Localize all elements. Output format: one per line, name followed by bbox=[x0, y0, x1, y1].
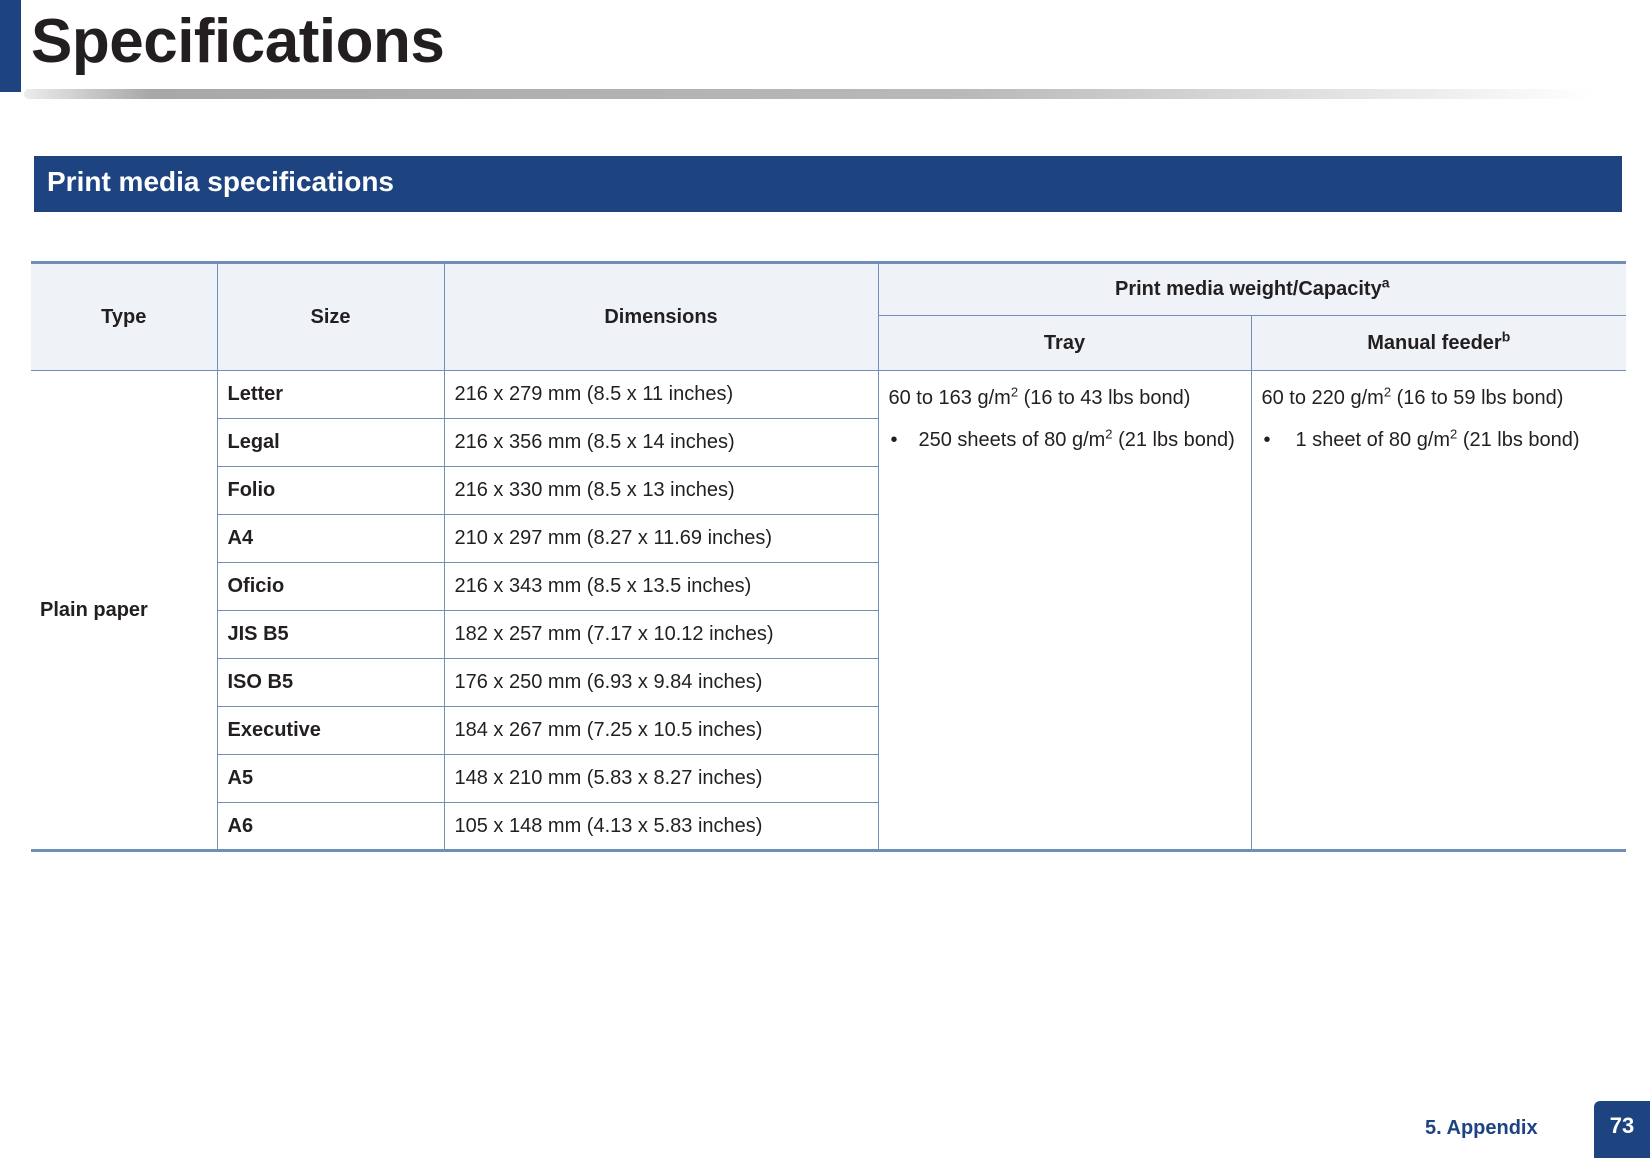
print-media-spec-table bbox=[31, 261, 1626, 852]
feeder-weight-value: 60 to 220 g/m bbox=[1261, 387, 1384, 409]
size-cell: ISO B5 bbox=[217, 659, 444, 707]
size-cell: JIS B5 bbox=[217, 611, 444, 659]
dimensions-cell: 216 x 330 mm (8.5 x 13 inches) bbox=[444, 467, 878, 515]
dimensions-cell: 148 x 210 mm (5.83 x 8.27 inches) bbox=[444, 755, 878, 803]
tray-capacity-bond: (21 lbs bond) bbox=[1112, 429, 1235, 451]
section-title: Print media specifications bbox=[47, 166, 394, 197]
feeder-capacity-value: 1 sheet of 80 g/m bbox=[1295, 429, 1451, 451]
tray-capacity-text bbox=[919, 425, 1241, 455]
header-type: Type bbox=[31, 263, 217, 371]
size-cell: A4 bbox=[217, 515, 444, 563]
dimensions-cell: 182 x 257 mm (7.17 x 10.12 inches) bbox=[444, 611, 878, 659]
tray-weight-value: 60 to 163 g/m bbox=[888, 387, 1011, 409]
feeder-capacity-text bbox=[1296, 425, 1617, 455]
footnote-marker-a: a bbox=[1381, 274, 1390, 291]
bullet-icon: • bbox=[1263, 429, 1271, 451]
dimensions-cell: 176 x 250 mm (6.93 x 9.84 inches) bbox=[444, 659, 878, 707]
type-cell-plain-paper: Plain paper bbox=[31, 371, 217, 851]
section-header-bar bbox=[34, 156, 1622, 212]
superscript: 2 bbox=[1450, 426, 1458, 442]
feeder-weight-text bbox=[1262, 383, 1617, 413]
manual-feeder-capacity-cell bbox=[1251, 371, 1626, 851]
dimensions-cell: 216 x 279 mm (8.5 x 11 inches) bbox=[444, 371, 878, 419]
table-header-row bbox=[31, 263, 1626, 316]
tray-weight-text bbox=[889, 383, 1241, 413]
size-cell: Letter bbox=[217, 371, 444, 419]
bullet-icon: • bbox=[890, 429, 898, 451]
page-title: Specifications bbox=[31, 7, 445, 76]
size-cell: Folio bbox=[217, 467, 444, 515]
header-manual-feeder-label: Manual feeder bbox=[1367, 331, 1502, 354]
title-accent-bar bbox=[0, 0, 21, 92]
size-cell: Executive bbox=[217, 707, 444, 755]
dimensions-cell: 184 x 267 mm (7.25 x 10.5 inches) bbox=[444, 707, 878, 755]
feeder-capacity-bond: (21 lbs bond) bbox=[1457, 429, 1580, 451]
table-row bbox=[31, 371, 1626, 419]
header-dimensions: Dimensions bbox=[444, 263, 878, 371]
dimensions-cell: 216 x 356 mm (8.5 x 14 inches) bbox=[444, 419, 878, 467]
tray-capacity-cell bbox=[878, 371, 1251, 851]
header-weight-capacity-label: Print media weight/Capacity bbox=[1114, 278, 1382, 300]
dimensions-cell: 105 x 148 mm (4.13 x 5.83 inches) bbox=[444, 803, 878, 851]
tray-capacity-value: 250 sheets of 80 g/m bbox=[918, 429, 1106, 451]
size-cell: A6 bbox=[217, 803, 444, 851]
title-divider bbox=[24, 89, 1594, 99]
footnote-marker-b: b bbox=[1501, 327, 1511, 344]
footer-chapter-label: 5. Appendix bbox=[1425, 1117, 1538, 1139]
size-cell: A5 bbox=[217, 755, 444, 803]
size-cell: Legal bbox=[217, 419, 444, 467]
dimensions-cell: 216 x 343 mm (8.5 x 13.5 inches) bbox=[444, 563, 878, 611]
superscript: 2 bbox=[1105, 426, 1113, 442]
dimensions-cell: 210 x 297 mm (8.27 x 11.69 inches) bbox=[444, 515, 878, 563]
header-weight-capacity bbox=[878, 263, 1626, 316]
superscript: 2 bbox=[1010, 384, 1019, 400]
feeder-capacity-bullet bbox=[1262, 425, 1617, 455]
superscript: 2 bbox=[1383, 384, 1392, 400]
header-manual-feeder bbox=[1251, 316, 1626, 371]
size-cell: Oficio bbox=[217, 563, 444, 611]
header-size: Size bbox=[217, 263, 444, 371]
tray-capacity-bullet bbox=[889, 425, 1241, 455]
feeder-weight-bond: (16 to 59 lbs bond) bbox=[1391, 387, 1564, 409]
tray-weight-bond: (16 to 43 lbs bond) bbox=[1018, 387, 1191, 409]
page-number-badge: 73 bbox=[1594, 1101, 1650, 1158]
header-tray: Tray bbox=[878, 316, 1251, 371]
